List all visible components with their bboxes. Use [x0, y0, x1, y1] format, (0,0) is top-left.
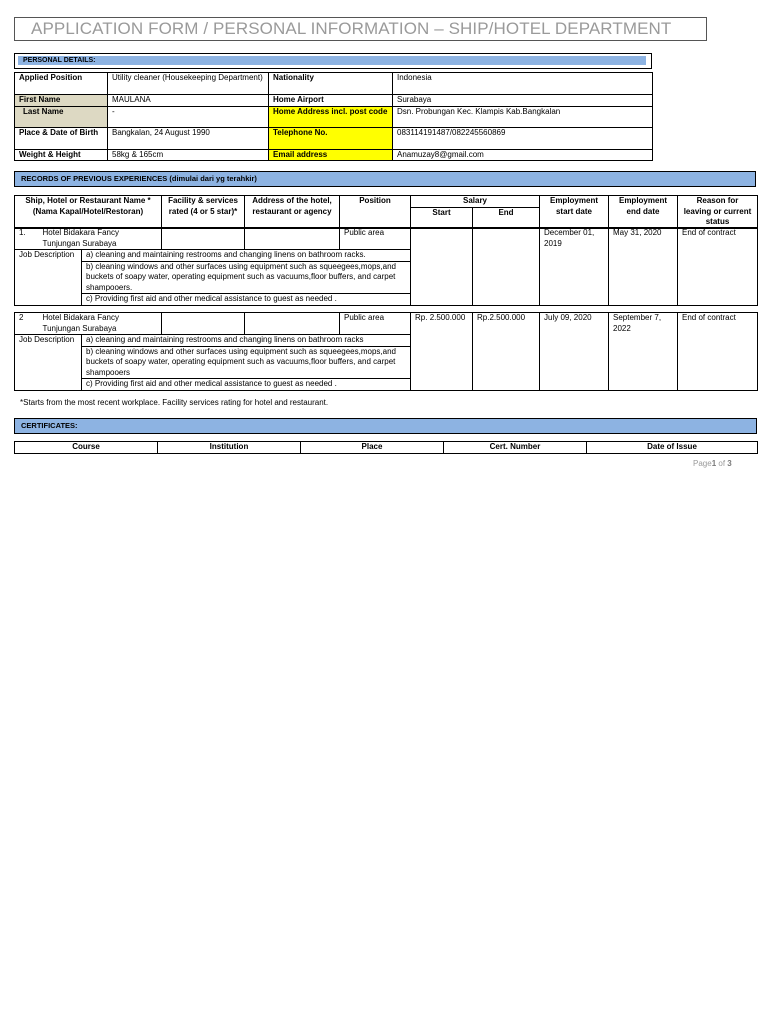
personal-details-label: PERSONAL DETAILS: [23, 57, 96, 64]
table-row [15, 95, 653, 107]
first-name-value: MAULANA [108, 95, 269, 107]
cert-col-course: Course [15, 442, 158, 454]
page-total: 3 [727, 459, 732, 468]
experience-label: RECORDS OF PREVIOUS EXPERIENCES (dimulai dari yg terahkir) [21, 174, 257, 183]
col-reason-header: Reason for leaving or current status [678, 196, 758, 229]
weight-height-value: 58kg & 165cm [108, 149, 269, 161]
first-name-label: First Name [15, 95, 108, 107]
col-facility-header: Facility & services rated (4 or 5 star)* [162, 196, 245, 229]
entry-salary-start: Rp. 2.500.000 [411, 313, 473, 391]
table-row [15, 127, 653, 149]
entry-address [245, 313, 340, 335]
entry-number: 1. [15, 228, 39, 250]
entry-emp-start: December 01, 2019 [540, 228, 609, 306]
telephone-value: 083114191487/082245560869 [393, 127, 653, 149]
applied-position-label: Applied Position [15, 73, 108, 95]
applied-position-value: Utility cleaner (Housekeeping Department) [108, 73, 269, 95]
cert-col-institution: Institution [158, 442, 301, 454]
entry-reason: End of contract [678, 313, 758, 391]
table-row [15, 228, 758, 250]
nationality-value: Indonesia [393, 73, 653, 95]
col-salary-start-header: Start [411, 207, 473, 228]
entry-position: Public area [340, 313, 411, 335]
col-position-header: Position [340, 196, 411, 229]
table-row [15, 106, 653, 127]
duty-item: c) Providing first aid and other medical assistance to guest as needed . [82, 379, 411, 391]
form-title-box [14, 17, 707, 41]
email-label: Email address [269, 149, 393, 161]
home-address-value: Dsn. Probungan Kec. Klampis Kab.Bangkalan [393, 106, 653, 127]
birth-value: Bangkalan, 24 August 1990 [108, 127, 269, 149]
experience-header-table [14, 195, 758, 229]
col-emp-start-header: Employment start date [540, 196, 609, 229]
birth-label: Place & Date of Birth [15, 127, 108, 149]
table-row [15, 73, 653, 95]
page-prefix: Page [693, 459, 712, 468]
table-row [15, 149, 653, 161]
job-description-label: Job Description [15, 250, 82, 306]
weight-height-label: Weight & Height [15, 149, 108, 161]
entry-reason: End of contract [678, 228, 758, 306]
personal-details-table [14, 72, 653, 161]
experience-entry-1 [14, 227, 758, 306]
form-title: APPLICATION FORM / PERSONAL INFORMATION – SHIP/HOTEL DEPARTMENT [31, 19, 672, 38]
entry-emp-end: May 31, 2020 [609, 228, 678, 306]
col-name-header: Ship, Hotel or Restaurant Name * (Nama Kapal/Hotel/Restoran) [15, 196, 162, 229]
entry-facility [162, 228, 245, 250]
email-value: Anamuzay8@gmail.com [393, 149, 653, 161]
home-address-label: Home Address incl. post code [269, 106, 393, 127]
entry-emp-start: July 09, 2020 [540, 313, 609, 391]
certificates-header [14, 418, 757, 434]
last-name-label: Last Name [15, 106, 108, 127]
personal-details-header [14, 53, 652, 69]
entry-salary-end [473, 228, 540, 306]
certificates-label: CERTIFICATES: [21, 421, 78, 430]
experience-header [14, 171, 756, 187]
cert-col-number: Cert. Number [444, 442, 587, 454]
duty-item: b) cleaning windows and other surfaces using equipment such as squeegees,mops,and buckets of soapy water, operating equipment such as vacuums,floor buffers, and carpet shampooers [82, 346, 411, 379]
duty-item: b) cleaning windows and other surfaces using equipment such as squeegees,mops,and buckets of soapy water, operating equipment such as vacuums,floor buffers, and carpet shampooers. [82, 261, 411, 294]
home-airport-label: Home Airport [269, 95, 393, 107]
table-row [15, 442, 758, 454]
duty-item: a) cleaning and maintaining restrooms and changing linens on bathroom racks. [82, 250, 411, 262]
duty-item: c) Providing first aid and other medical assistance to guest as needed . [82, 294, 411, 306]
telephone-label: Telephone No. [269, 127, 393, 149]
duty-item: a) cleaning and maintaining restrooms and changing linens on bathroom racks [82, 335, 411, 347]
cert-col-date: Date of Issue [587, 442, 758, 454]
entry-number: 2 [15, 313, 39, 335]
page-of: of [718, 459, 726, 468]
entry-hotel-name: Hotel Bidakara Fancy Tunjungan Surabaya [39, 228, 162, 250]
col-address-header: Address of the hotel, restaurant or agency [245, 196, 340, 229]
home-airport-value: Surabaya [393, 95, 653, 107]
col-salary-header: Salary [411, 196, 540, 208]
table-row [15, 313, 758, 335]
entry-position: Public area [340, 228, 411, 250]
page-number [693, 459, 732, 468]
entry-salary-end: Rp.2.500.000 [473, 313, 540, 391]
last-name-value: - [108, 106, 269, 127]
entry-address [245, 228, 340, 250]
col-emp-end-header: Employment end date [609, 196, 678, 229]
entry-facility [162, 313, 245, 335]
nationality-label: Nationality [269, 73, 393, 95]
experience-footnote: *Starts from the most recent workplace. Facility services rating for hotel and restaurant. [20, 398, 329, 407]
job-description-label: Job Description [15, 335, 82, 391]
cert-col-place: Place [301, 442, 444, 454]
col-salary-end-header: End [473, 207, 540, 228]
entry-salary-start [411, 228, 473, 306]
page-current: 1 [711, 459, 717, 468]
entry-hotel-name: Hotel Bidakara Fancy Tunjungan Surabaya [39, 313, 162, 335]
entry-emp-end: September 7, 2022 [609, 313, 678, 391]
experience-entry-2 [14, 312, 758, 391]
certificates-table [14, 441, 758, 454]
